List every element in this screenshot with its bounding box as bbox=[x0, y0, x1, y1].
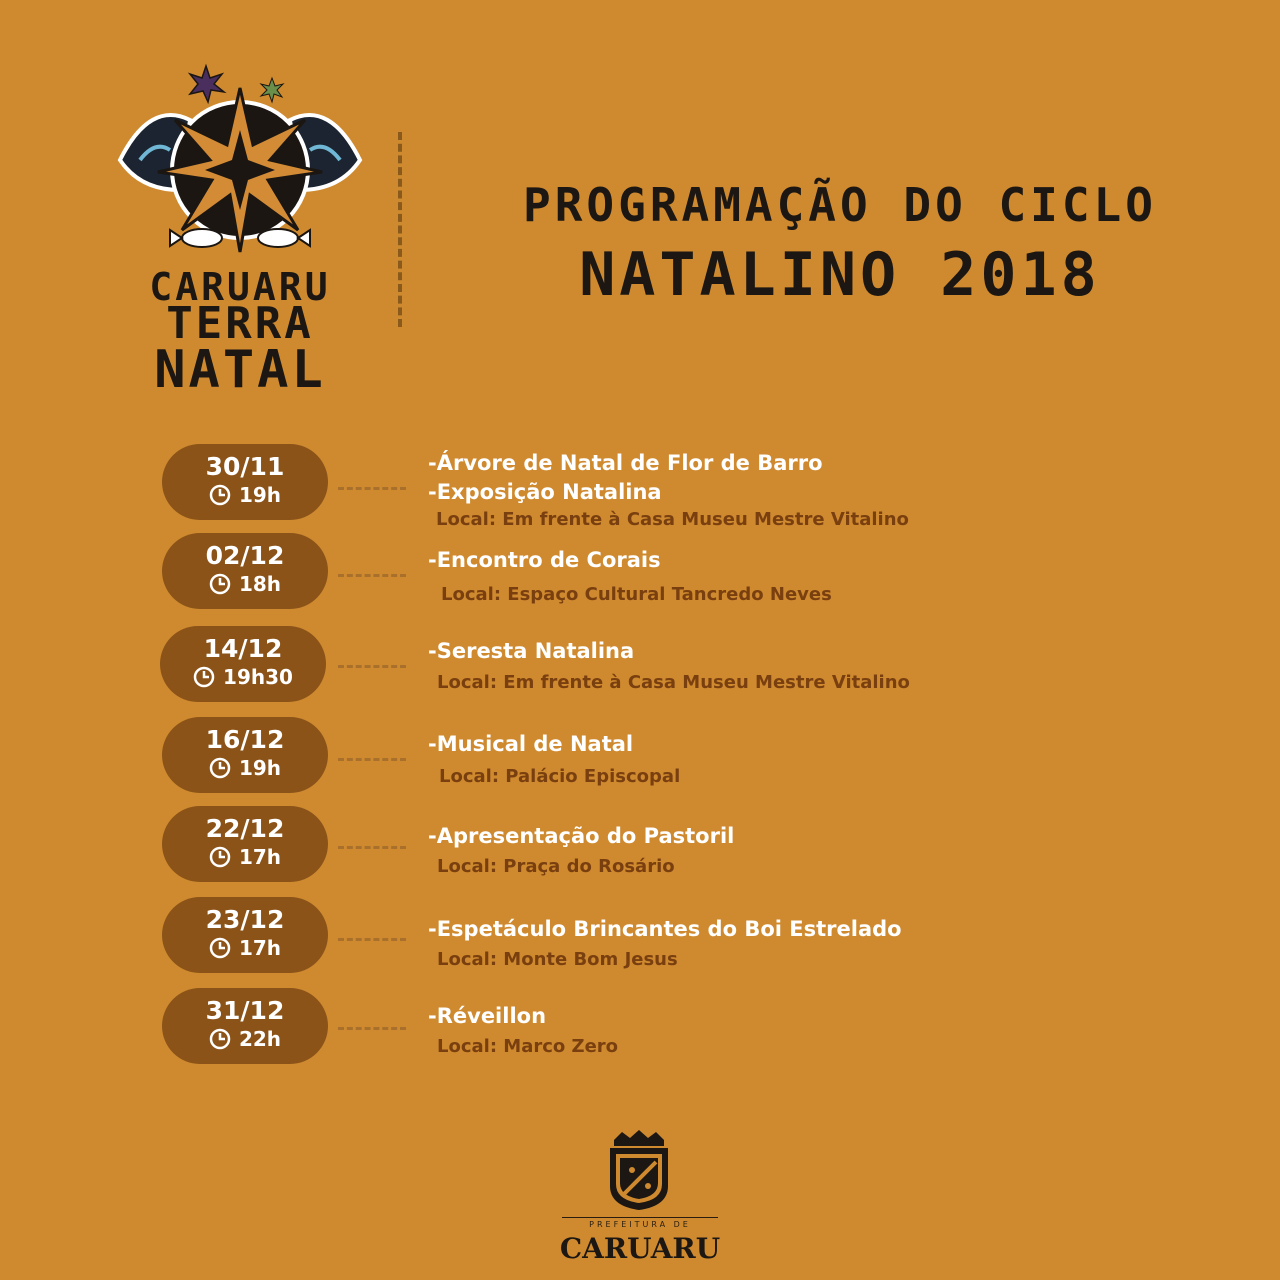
event-time-row bbox=[162, 755, 328, 781]
logo-line-natal: NATAL bbox=[154, 340, 326, 400]
event-date-pill bbox=[162, 717, 328, 793]
star-emblem-icon bbox=[110, 60, 370, 270]
event-time-row bbox=[160, 664, 326, 690]
event-date-pill bbox=[162, 988, 328, 1064]
event-title: -Exposição Natalina bbox=[428, 480, 662, 504]
event-location: Local: Monte Bom Jesus bbox=[437, 949, 678, 970]
city-crest-icon bbox=[604, 1128, 674, 1212]
event-time: 17h bbox=[238, 936, 282, 960]
event-date: 14/12 bbox=[203, 634, 283, 663]
event-date-pill bbox=[162, 806, 328, 882]
clock-icon bbox=[209, 484, 231, 506]
event-date-pill bbox=[162, 897, 328, 973]
event-time-row bbox=[162, 935, 328, 961]
event-location: Local: Palácio Episcopal bbox=[439, 766, 681, 787]
connector-line bbox=[338, 938, 406, 941]
event-location: Local: Praça do Rosário bbox=[437, 856, 675, 877]
event-title: -Árvore de Natal de Flor de Barro bbox=[428, 451, 823, 475]
clock-icon bbox=[209, 573, 231, 595]
event-date-pill bbox=[160, 626, 326, 702]
page-title-line1: PROGRAMAÇÃO DO CICLO bbox=[523, 178, 1157, 232]
event-date: 02/12 bbox=[205, 541, 285, 570]
page-title-line2: NATALINO 2018 bbox=[579, 240, 1101, 310]
connector-line bbox=[338, 665, 406, 668]
event-date: 30/11 bbox=[205, 452, 285, 481]
connector-line bbox=[338, 1027, 406, 1030]
event-title: -Espetáculo Brincantes do Boi Estrelado bbox=[428, 917, 902, 941]
event-date: 31/12 bbox=[205, 996, 285, 1025]
event-title: -Seresta Natalina bbox=[428, 639, 635, 663]
connector-line bbox=[338, 758, 406, 761]
event-time-row bbox=[162, 482, 328, 508]
clock-icon bbox=[209, 937, 231, 959]
event-time-row bbox=[162, 844, 328, 870]
clock-icon bbox=[209, 1028, 231, 1050]
clock-icon bbox=[209, 846, 231, 868]
event-time-row bbox=[162, 1026, 328, 1052]
event-location: Local: Marco Zero bbox=[437, 1036, 619, 1057]
connector-line bbox=[338, 487, 406, 490]
event-time: 19h30 bbox=[223, 665, 293, 689]
logo-line-terra: TERRA bbox=[166, 298, 314, 349]
event-title: -Encontro de Corais bbox=[428, 548, 661, 572]
event-time: 19h bbox=[238, 483, 282, 507]
event-time: 19h bbox=[238, 756, 282, 780]
event-location: Local: Espaço Cultural Tancredo Neves bbox=[441, 584, 832, 605]
connector-line bbox=[338, 574, 406, 577]
event-date: 23/12 bbox=[205, 905, 285, 934]
clock-icon bbox=[209, 757, 231, 779]
connector-line bbox=[338, 846, 406, 849]
event-location: Local: Em frente à Casa Museu Mestre Vitalino bbox=[436, 509, 909, 530]
event-time: 17h bbox=[238, 845, 282, 869]
event-title: -Musical de Natal bbox=[428, 732, 634, 756]
event-time: 22h bbox=[238, 1027, 282, 1051]
event-location: Local: Em frente à Casa Museu Mestre Vitalino bbox=[437, 672, 910, 693]
event-date: 16/12 bbox=[205, 725, 285, 754]
event-title: -Apresentação do Pastoril bbox=[428, 824, 735, 848]
event-date: 22/12 bbox=[205, 814, 285, 843]
event-date-pill bbox=[162, 533, 328, 609]
clock-icon bbox=[193, 666, 215, 688]
event-time-row bbox=[162, 571, 328, 597]
footer-prefeitura: PREFEITURA DE bbox=[562, 1217, 718, 1229]
logo-line-caruaru: CARUARU bbox=[149, 265, 331, 309]
caruaru-terra-natal-logo bbox=[110, 60, 370, 400]
event-time: 18h bbox=[238, 572, 282, 596]
vertical-divider bbox=[398, 132, 402, 327]
event-title: -Réveillon bbox=[428, 1004, 547, 1028]
event-date-pill bbox=[162, 444, 328, 520]
footer-city-name: CARUARU bbox=[559, 1232, 721, 1265]
